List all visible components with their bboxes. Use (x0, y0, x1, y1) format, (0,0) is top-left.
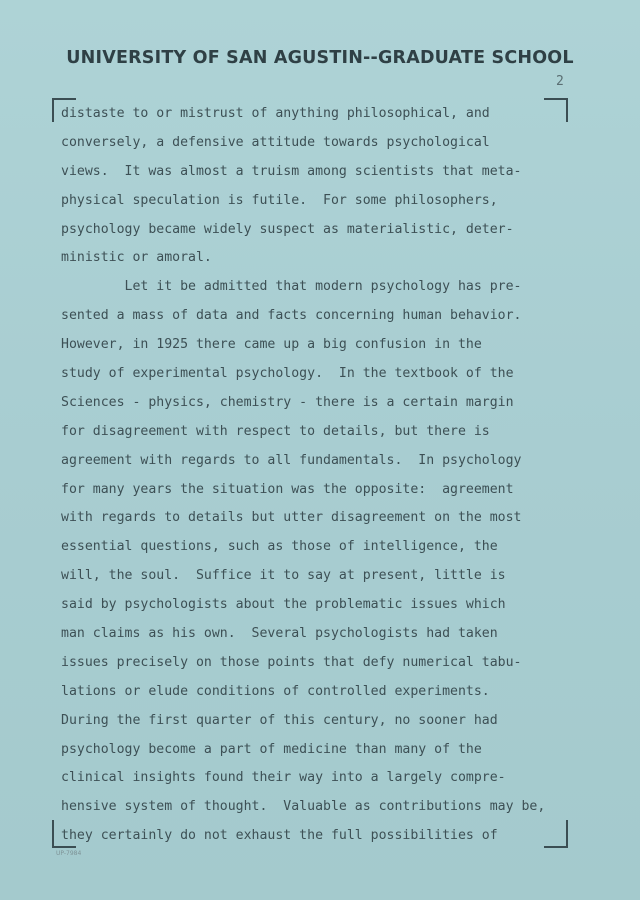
text-line: for disagreement with respect to details, but there is (61, 423, 490, 439)
text-line: Sciences - physics, chemistry - there is a certain margin (61, 394, 514, 410)
text-line: sented a mass of data and facts concerning human behavior. (61, 308, 522, 324)
text-line: essential questions, such as those of intelligence, the (61, 539, 498, 555)
text-line: conversely, a defensive attitude towards psychological (61, 134, 490, 150)
text-line: During the first quarter of this century, no sooner had (61, 712, 498, 728)
text-line: for many years the situation was the opposite: agreement (61, 481, 514, 497)
text-line: agreement with regards to all fundamentals. In psychology (61, 452, 522, 468)
text-line: psychology became widely suspect as materialistic, deter- (61, 221, 514, 237)
text-line: ministic or amoral. (61, 250, 212, 266)
text-line: lations or elude conditions of controlled experiments. (61, 683, 490, 699)
text-line: distaste to or mistrust of anything philosophical, and (61, 106, 490, 121)
text-line: clinical insights found their way into a largely compre- (61, 770, 506, 786)
text-line: hensive system of thought. Valuable as contributions may be, (61, 799, 546, 815)
text-line: psychology become a part of medicine than many of the (61, 741, 482, 757)
page-header-title: UNIVERSITY OF SAN AGUSTIN--GRADUATE SCHOOL (66, 48, 574, 68)
text-line: However, in 1925 there came up a big confusion in the (61, 337, 482, 353)
text-line: will, the soul. Suffice it to say at present, little is (61, 568, 506, 584)
page-number: 2 (556, 74, 564, 89)
text-line: study of experimental psychology. In the textbook of the (61, 366, 514, 382)
text-line: they certainly do not exhaust the full possibilities of (61, 828, 498, 844)
text-line: Let it be admitted that modern psychology has pre- (61, 279, 522, 295)
text-line: man claims as his own. Several psychologists had taken (61, 626, 498, 642)
footer-mark: UP-7984 (56, 850, 82, 857)
body-text (61, 100, 601, 851)
text-line: views. It was almost a truism among scientists that meta- (61, 163, 522, 179)
text-line: physical speculation is futile. For some philosophers, (61, 192, 498, 208)
text-line: issues precisely on those points that defy numerical tabu- (61, 654, 522, 670)
text-line: with regards to details but utter disagreement on the most (61, 510, 522, 526)
text-line: said by psychologists about the problematic issues which (61, 597, 506, 613)
